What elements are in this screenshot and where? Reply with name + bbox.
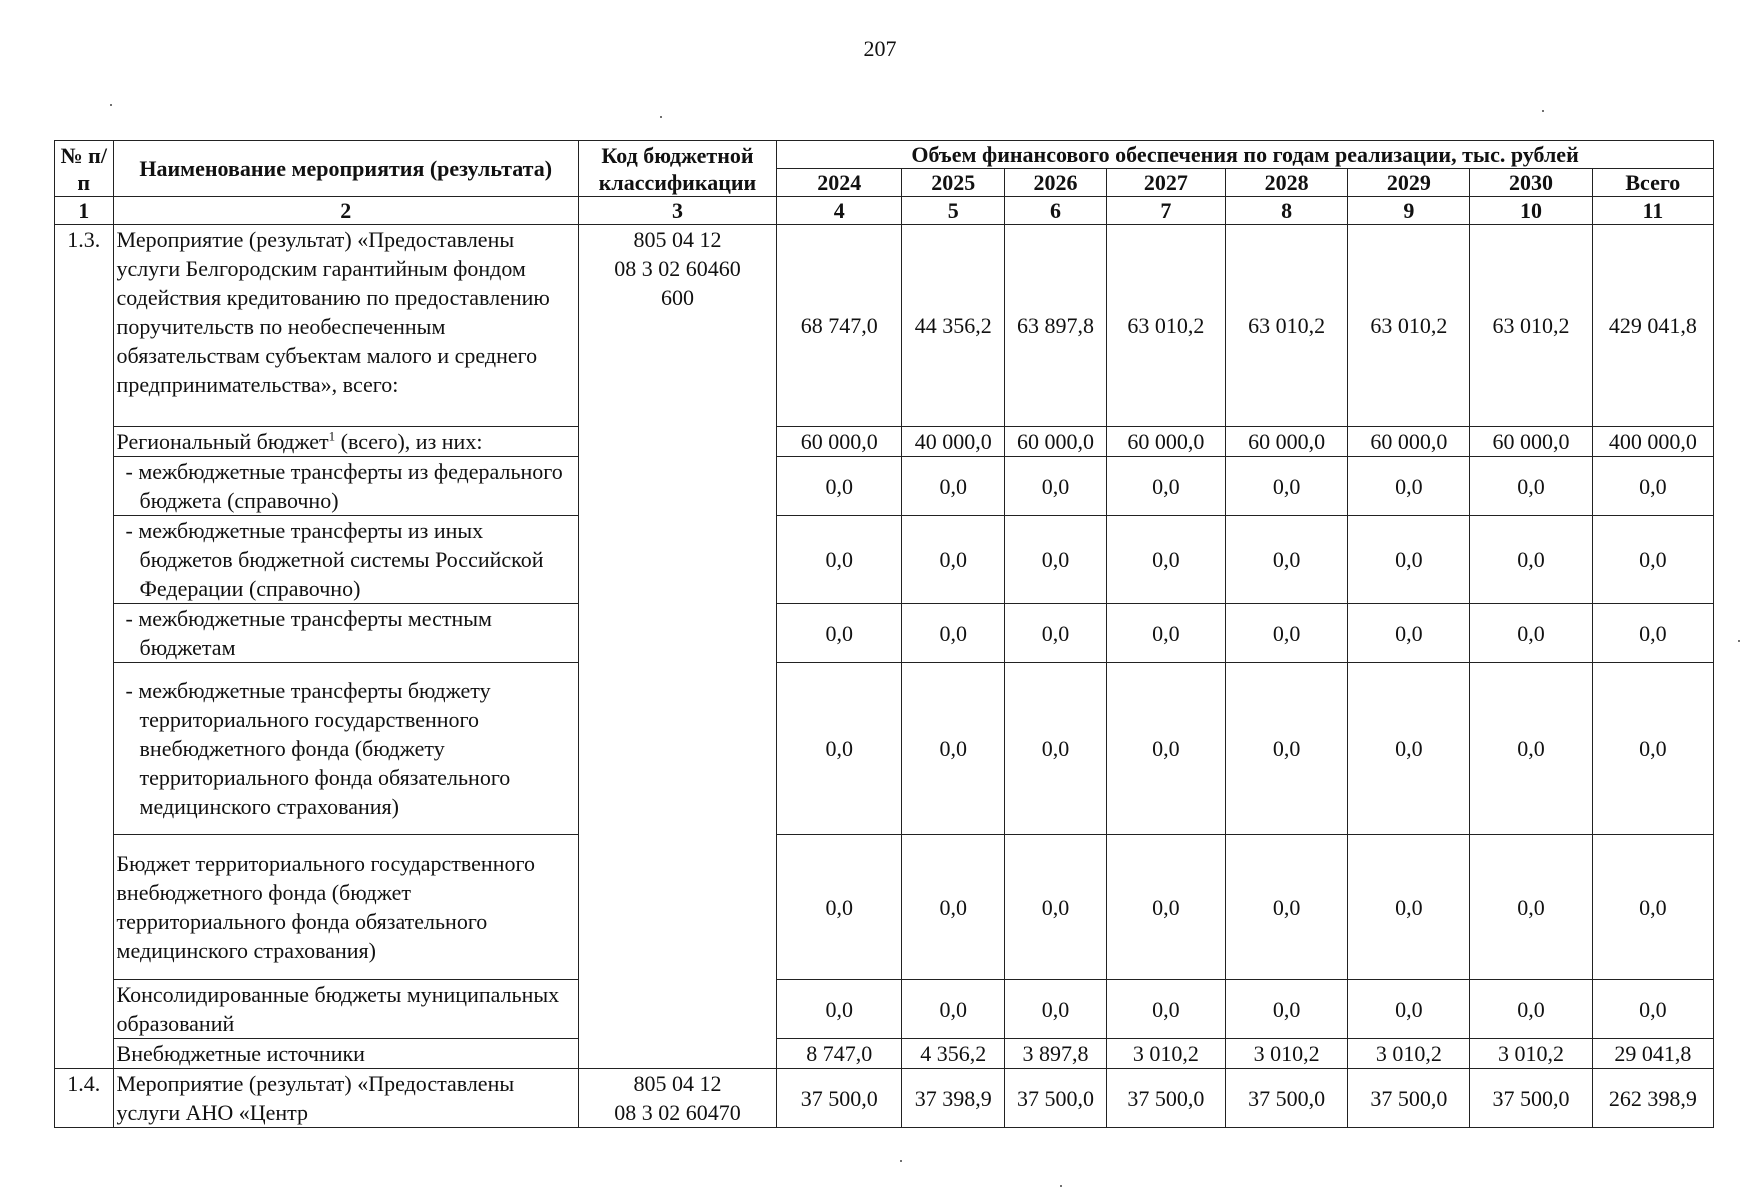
value-cell: 0,0 <box>1005 835 1107 980</box>
table-row <box>55 225 1714 427</box>
value-cell: 0,0 <box>777 663 902 835</box>
header-year: 2025 <box>902 169 1005 197</box>
value-cell: 0,0 <box>1106 663 1225 835</box>
total-cell: 0,0 <box>1592 457 1713 516</box>
value-cell: 63 897,8 <box>1005 225 1107 427</box>
budget-table <box>54 140 1714 1128</box>
value-cell: 37 500,0 <box>1225 1069 1347 1128</box>
header-year: 2030 <box>1470 169 1592 197</box>
row-name: - межбюджетные трансферты бюджету территориального государственного внебюджетного фонда (бюджету территориального фонда обязательного медицинского страхования) <box>113 663 578 835</box>
table-row <box>55 604 1714 663</box>
column-number: 8 <box>1225 197 1347 225</box>
value-cell: 0,0 <box>777 516 902 604</box>
value-cell: 0,0 <box>1470 980 1592 1039</box>
total-cell: 0,0 <box>1592 663 1713 835</box>
scan-speck <box>110 104 112 106</box>
value-cell: 0,0 <box>1348 516 1470 604</box>
column-number: 4 <box>777 197 902 225</box>
value-cell: 44 356,2 <box>902 225 1005 427</box>
row-name: - межбюджетные трансферты местным бюджетам <box>113 604 578 663</box>
value-cell: 0,0 <box>902 663 1005 835</box>
page-number: 207 <box>863 36 897 61</box>
budget-code-line: 08 3 02 60470 <box>614 1100 741 1125</box>
value-cell: 4 356,2 <box>902 1039 1005 1069</box>
value-cell: 3 010,2 <box>1348 1039 1470 1069</box>
value-cell: 0,0 <box>1005 663 1107 835</box>
table-row <box>55 1069 1714 1128</box>
row-name: Мероприятие (результат) «Предоставлены услуги Белгородским гарантийным фондом содействия кредитованию по предоставлению поручительств по необеспеченным обязательствам субъектам малого и среднего предпринимательства», всего: <box>113 225 578 427</box>
budget-code-line: 805 04 12 <box>633 227 722 252</box>
value-cell: 0,0 <box>1225 516 1347 604</box>
header-volume: Объем финансового обеспечения по годам реализации, тыс. рублей <box>777 141 1714 169</box>
budget-code-cell <box>578 1069 776 1128</box>
table-row <box>55 516 1714 604</box>
total-cell: 0,0 <box>1592 516 1713 604</box>
value-cell: 0,0 <box>777 604 902 663</box>
value-cell: 0,0 <box>1470 663 1592 835</box>
value-cell: 0,0 <box>1225 604 1347 663</box>
value-cell: 0,0 <box>1005 980 1107 1039</box>
value-cell: 0,0 <box>1106 980 1225 1039</box>
value-cell: 0,0 <box>1106 516 1225 604</box>
table-row <box>55 427 1714 457</box>
value-cell: 0,0 <box>1106 835 1225 980</box>
value-cell: 63 010,2 <box>1225 225 1347 427</box>
value-cell: 60 000,0 <box>1005 427 1107 457</box>
value-cell: 0,0 <box>1470 516 1592 604</box>
column-number: 6 <box>1005 197 1107 225</box>
value-cell: 3 010,2 <box>1470 1039 1592 1069</box>
value-cell: 0,0 <box>777 980 902 1039</box>
value-cell: 0,0 <box>777 835 902 980</box>
column-number: 3 <box>578 197 776 225</box>
value-cell: 0,0 <box>1348 980 1470 1039</box>
value-cell: 0,0 <box>1106 604 1225 663</box>
value-cell: 0,0 <box>1225 980 1347 1039</box>
header-year: 2024 <box>777 169 902 197</box>
value-cell: 60 000,0 <box>1225 427 1347 457</box>
value-cell: 37 500,0 <box>1470 1069 1592 1128</box>
value-cell: 0,0 <box>1005 516 1107 604</box>
value-cell: 3 897,8 <box>1005 1039 1107 1069</box>
budget-code-cell <box>578 225 776 1069</box>
header-row-1 <box>55 141 1714 169</box>
value-cell: 8 747,0 <box>777 1039 902 1069</box>
value-cell: 0,0 <box>1348 604 1470 663</box>
header-code: Код бюджетной классификации <box>578 141 776 197</box>
value-cell: 40 000,0 <box>902 427 1005 457</box>
value-cell: 37 500,0 <box>1005 1069 1107 1128</box>
scan-speck <box>660 116 662 118</box>
value-cell: 0,0 <box>1106 457 1225 516</box>
header-column-numbers-row <box>55 197 1714 225</box>
header-year: 2028 <box>1225 169 1347 197</box>
value-cell: 0,0 <box>902 516 1005 604</box>
budget-code-line: 08 3 02 60460 <box>614 256 741 281</box>
value-cell: 37 398,9 <box>902 1069 1005 1128</box>
total-cell: 0,0 <box>1592 980 1713 1039</box>
column-number: 11 <box>1592 197 1713 225</box>
header-year: 2029 <box>1348 169 1470 197</box>
value-cell: 0,0 <box>777 457 902 516</box>
scan-speck <box>1542 110 1544 112</box>
value-cell: 0,0 <box>902 835 1005 980</box>
value-cell: 60 000,0 <box>777 427 902 457</box>
value-cell: 3 010,2 <box>1225 1039 1347 1069</box>
total-cell: 262 398,9 <box>1592 1069 1713 1128</box>
scan-speck <box>900 1160 902 1162</box>
budget-code-line: 805 04 12 <box>633 1071 722 1096</box>
table-row <box>55 835 1714 980</box>
table-row <box>55 980 1714 1039</box>
row-name: Бюджет территориального государственного внебюджетного фонда (бюджет территориального фонда обязательного медицинского страхования) <box>113 835 578 980</box>
value-cell: 0,0 <box>1225 663 1347 835</box>
header-year: 2026 <box>1005 169 1107 197</box>
row-name: - межбюджетные трансферты из федерального бюджета (справочно) <box>113 457 578 516</box>
column-number: 9 <box>1348 197 1470 225</box>
value-cell: 0,0 <box>902 604 1005 663</box>
value-cell: 0,0 <box>1005 457 1107 516</box>
budget-code-line: 600 <box>660 285 694 310</box>
column-number: 10 <box>1470 197 1592 225</box>
scan-speck <box>1060 1185 1062 1187</box>
total-cell: 0,0 <box>1592 604 1713 663</box>
value-cell: 63 010,2 <box>1106 225 1225 427</box>
value-cell: 68 747,0 <box>777 225 902 427</box>
row-number: 1.3. <box>55 225 114 1069</box>
column-number: 1 <box>55 197 114 225</box>
value-cell: 60 000,0 <box>1348 427 1470 457</box>
table-row <box>55 1039 1714 1069</box>
value-cell: 0,0 <box>1348 835 1470 980</box>
value-cell: 3 010,2 <box>1106 1039 1225 1069</box>
row-name: Мероприятие (результат) «Предоставлены услуги АНО «Центр <box>113 1069 578 1128</box>
total-cell: 400 000,0 <box>1592 427 1713 457</box>
value-cell: 60 000,0 <box>1470 427 1592 457</box>
row-number: 1.4. <box>55 1069 114 1128</box>
header-name: Наименование мероприятия (результата) <box>113 141 578 197</box>
row-name: Консолидированные бюджеты муниципальных образований <box>113 980 578 1039</box>
value-cell: 0,0 <box>1470 457 1592 516</box>
value-cell: 0,0 <box>902 457 1005 516</box>
value-cell: 0,0 <box>1470 604 1592 663</box>
value-cell: 37 500,0 <box>1348 1069 1470 1128</box>
value-cell: 63 010,2 <box>1348 225 1470 427</box>
row-name: Региональный бюджет$^1$ (всего), из них: <box>113 427 578 457</box>
value-cell: 0,0 <box>1348 663 1470 835</box>
table-row <box>55 663 1714 835</box>
value-cell: 37 500,0 <box>1106 1069 1225 1128</box>
value-cell: 0,0 <box>902 980 1005 1039</box>
column-number: 2 <box>113 197 578 225</box>
header-year: 2027 <box>1106 169 1225 197</box>
total-cell: 0,0 <box>1592 835 1713 980</box>
value-cell: 60 000,0 <box>1106 427 1225 457</box>
value-cell: 0,0 <box>1225 457 1347 516</box>
table-row <box>55 457 1714 516</box>
value-cell: 63 010,2 <box>1470 225 1592 427</box>
column-number: 7 <box>1106 197 1225 225</box>
row-name: - межбюджетные трансферты из иных бюджетов бюджетной системы Российской Федерации (справочно) <box>113 516 578 604</box>
total-cell: 29 041,8 <box>1592 1039 1713 1069</box>
value-cell: 0,0 <box>1348 457 1470 516</box>
header-no: № п/п <box>55 141 114 197</box>
value-cell: 0,0 <box>1005 604 1107 663</box>
column-number: 5 <box>902 197 1005 225</box>
value-cell: 0,0 <box>1225 835 1347 980</box>
total-cell: 429 041,8 <box>1592 225 1713 427</box>
header-total: Всего <box>1592 169 1713 197</box>
scan-speck <box>1738 640 1740 642</box>
value-cell: 0,0 <box>1470 835 1592 980</box>
footnote-marker: 1 <box>328 428 336 444</box>
row-name: Внебюджетные источники <box>113 1039 578 1069</box>
value-cell: 37 500,0 <box>777 1069 902 1128</box>
